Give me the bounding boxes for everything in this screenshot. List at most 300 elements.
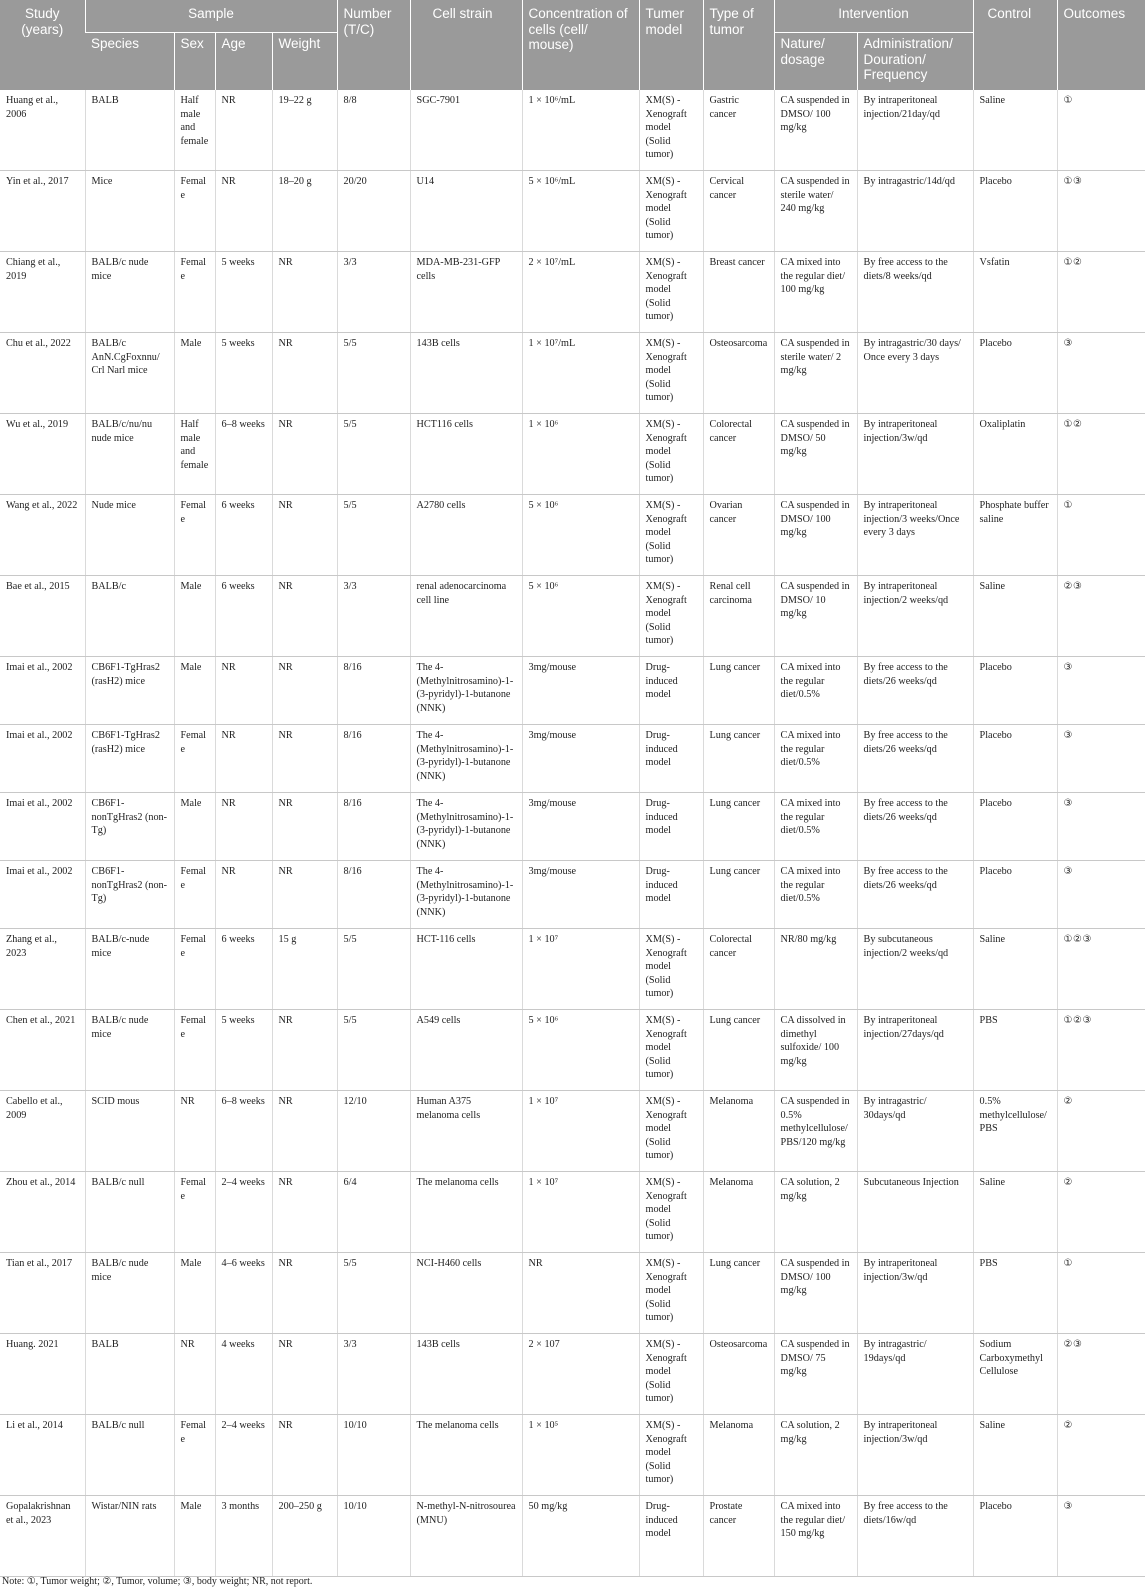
cell-tumer-model: Drug-induced model — [639, 725, 703, 793]
cell-control: Placebo — [973, 793, 1057, 861]
cell-administration: By free access to the diets/26 weeks/qd — [857, 793, 973, 861]
cell-study: Yin et al., 2017 — [0, 171, 85, 252]
cell-concentration: 1 × 10⁷ — [522, 1091, 639, 1172]
cell-sex: Female — [174, 1172, 215, 1253]
cell-concentration: 3mg/mouse — [522, 657, 639, 725]
cell-weight: NR — [272, 1010, 337, 1091]
cell-concentration: 2 × 10⁷/mL — [522, 252, 639, 333]
cell-age: NR — [215, 657, 272, 725]
cell-study: Cabello et al., 2009 — [0, 1091, 85, 1172]
cell-study: Zhang et al., 2023 — [0, 929, 85, 1010]
cell-sex: Half male and female — [174, 414, 215, 495]
cell-control: Saline — [973, 576, 1057, 657]
cell-tumer-model: XM(S) - Xenograft model (Solid tumor) — [639, 414, 703, 495]
cell-administration: By intraperitoneal injection/3w/qd — [857, 1253, 973, 1334]
cell-control: Saline — [973, 929, 1057, 1010]
table-row — [0, 576, 1145, 657]
cell-outcomes: ③ — [1057, 861, 1145, 929]
cell-concentration: 3mg/mouse — [522, 861, 639, 929]
cell-concentration: 3mg/mouse — [522, 793, 639, 861]
cell-sex: Female — [174, 1415, 215, 1496]
cell-outcomes: ③ — [1057, 725, 1145, 793]
cell-concentration: 1 × 10⁷ — [522, 929, 639, 1010]
cell-concentration: 2 × 107 — [522, 1334, 639, 1415]
cell-type-of-tumor: Cervical cancer — [703, 171, 774, 252]
cell-number: 12/10 — [337, 1091, 410, 1172]
cell-study: Chen et al., 2021 — [0, 1010, 85, 1091]
header-species: Species — [85, 33, 174, 91]
cell-tumer-model: XM(S) - Xenograft model (Solid tumor) — [639, 1091, 703, 1172]
cell-study: Huang et al., 2006 — [0, 90, 85, 171]
cell-age: 6 weeks — [215, 929, 272, 1010]
cell-control: Placebo — [973, 1496, 1057, 1577]
cell-administration: By intraperitoneal injection/3w/qd — [857, 414, 973, 495]
cell-study: Gopalakrishnan et al., 2023 — [0, 1496, 85, 1577]
cell-control: PBS — [973, 1010, 1057, 1091]
cell-sex: Female — [174, 1010, 215, 1091]
cell-administration: By intragastric/ 30days/qd — [857, 1091, 973, 1172]
cell-weight: NR — [272, 793, 337, 861]
cell-cell-strain: The 4-(Methylnitrosamino)-1-(3-pyridyl)-1-butanone (NNK) — [410, 861, 522, 929]
cell-type-of-tumor: Lung cancer — [703, 1253, 774, 1334]
cell-weight: 200–250 g — [272, 1496, 337, 1577]
cell-species: BALB/c nude mice — [85, 1253, 174, 1334]
cell-age: 6–8 weeks — [215, 414, 272, 495]
cell-control: Vsfatin — [973, 252, 1057, 333]
cell-number: 3/3 — [337, 576, 410, 657]
cell-outcomes: ②③ — [1057, 576, 1145, 657]
cell-species: BALB/c/nu/nu nude mice — [85, 414, 174, 495]
cell-concentration: 1 × 10⁷ — [522, 1172, 639, 1253]
cell-sex: Female — [174, 725, 215, 793]
cell-number: 8/8 — [337, 90, 410, 171]
cell-age: 2–4 weeks — [215, 1415, 272, 1496]
cell-nature-dosage: CA solution, 2 mg/kg — [774, 1172, 857, 1253]
cell-nature-dosage: CA mixed into the regular diet/ 150 mg/kg — [774, 1496, 857, 1577]
cell-type-of-tumor: Lung cancer — [703, 793, 774, 861]
cell-outcomes: ①③ — [1057, 171, 1145, 252]
cell-weight: NR — [272, 252, 337, 333]
cell-control: Placebo — [973, 861, 1057, 929]
cell-sex: Half male and female — [174, 90, 215, 171]
cell-nature-dosage: CA suspended in DMSO/ 100 mg/kg — [774, 90, 857, 171]
cell-outcomes: ① — [1057, 1253, 1145, 1334]
cell-weight: NR — [272, 1415, 337, 1496]
cell-control: PBS — [973, 1253, 1057, 1334]
cell-cell-strain: 143B cells — [410, 1334, 522, 1415]
cell-sex: Male — [174, 1496, 215, 1577]
cell-outcomes: ① — [1057, 90, 1145, 171]
cell-administration: By free access to the diets/26 weeks/qd — [857, 861, 973, 929]
cell-sex: Female — [174, 252, 215, 333]
cell-outcomes: ① — [1057, 495, 1145, 576]
cell-nature-dosage: CA suspended in sterile water/ 240 mg/kg — [774, 171, 857, 252]
cell-species: CB6F1-nonTgHras2 (non-Tg) — [85, 793, 174, 861]
cell-number: 5/5 — [337, 929, 410, 1010]
header-number: Number (T/C) — [337, 0, 410, 90]
header-outcomes: Outcomes — [1057, 0, 1145, 90]
cell-type-of-tumor: Melanoma — [703, 1091, 774, 1172]
header-weight: Weight — [272, 33, 337, 91]
cell-tumer-model: Drug-induced model — [639, 657, 703, 725]
cell-species: BALB/c null — [85, 1172, 174, 1253]
cell-weight: NR — [272, 1253, 337, 1334]
cell-species: BALB — [85, 90, 174, 171]
cell-control: Phosphate buffer saline — [973, 495, 1057, 576]
cell-number: 5/5 — [337, 495, 410, 576]
cell-sex: NR — [174, 1091, 215, 1172]
cell-tumer-model: XM(S) - Xenograft model (Solid tumor) — [639, 252, 703, 333]
cell-administration: By intraperitoneal injection/3w/qd — [857, 1415, 973, 1496]
table-row — [0, 252, 1145, 333]
cell-study: Chiang et al., 2019 — [0, 252, 85, 333]
table-row — [0, 1415, 1145, 1496]
cell-number: 3/3 — [337, 1334, 410, 1415]
cell-administration: By intragastric/ 19days/qd — [857, 1334, 973, 1415]
cell-weight: NR — [272, 1334, 337, 1415]
cell-species: CB6F1-TgHras2 (rasH2) mice — [85, 725, 174, 793]
cell-cell-strain: A549 cells — [410, 1010, 522, 1091]
cell-tumer-model: XM(S) - Xenograft model (Solid tumor) — [639, 1172, 703, 1253]
table-body — [0, 90, 1145, 1577]
cell-nature-dosage: CA suspended in 0.5% methylcellulose/ PBS/120 mg/kg — [774, 1091, 857, 1172]
cell-number: 5/5 — [337, 333, 410, 414]
cell-type-of-tumor: Lung cancer — [703, 725, 774, 793]
cell-age: 5 weeks — [215, 1010, 272, 1091]
table-row — [0, 1172, 1145, 1253]
cell-type-of-tumor: Ovarian cancer — [703, 495, 774, 576]
table-row — [0, 725, 1145, 793]
cell-species: CB6F1-nonTgHras2 (non-Tg) — [85, 861, 174, 929]
cell-age: NR — [215, 90, 272, 171]
cell-age: NR — [215, 861, 272, 929]
cell-cell-strain: Human A375 melanoma cells — [410, 1091, 522, 1172]
cell-sex: Female — [174, 929, 215, 1010]
cell-nature-dosage: CA solution, 2 mg/kg — [774, 1415, 857, 1496]
cell-cell-strain: U14 — [410, 171, 522, 252]
cell-type-of-tumor: Colorectal cancer — [703, 414, 774, 495]
cell-administration: By intragastric/14d/qd — [857, 171, 973, 252]
cell-outcomes: ②③ — [1057, 1334, 1145, 1415]
cell-cell-strain: The 4-(Methylnitrosamino)-1-(3-pyridyl)-1-butanone (NNK) — [410, 793, 522, 861]
cell-outcomes: ①② — [1057, 252, 1145, 333]
cell-weight: NR — [272, 333, 337, 414]
header-concentration: Concentration of cells (cell/ mouse) — [522, 0, 639, 90]
cell-sex: Female — [174, 171, 215, 252]
cell-weight: NR — [272, 1091, 337, 1172]
cell-cell-strain: The 4-(Methylnitrosamino)-1-(3-pyridyl)-1-butanone (NNK) — [410, 657, 522, 725]
cell-nature-dosage: CA mixed into the regular diet/0.5% — [774, 657, 857, 725]
cell-cell-strain: The melanoma cells — [410, 1415, 522, 1496]
cell-number: 5/5 — [337, 414, 410, 495]
header-age: Age — [215, 33, 272, 91]
cell-tumer-model: XM(S) - Xenograft model (Solid tumor) — [639, 171, 703, 252]
cell-outcomes: ①②③ — [1057, 929, 1145, 1010]
cell-type-of-tumor: Lung cancer — [703, 861, 774, 929]
cell-number: 6/4 — [337, 1172, 410, 1253]
header-sample: Sample — [85, 0, 337, 33]
cell-sex: Male — [174, 333, 215, 414]
cell-concentration: 5 × 10⁶ — [522, 495, 639, 576]
cell-type-of-tumor: Breast cancer — [703, 252, 774, 333]
cell-nature-dosage: CA suspended in DMSO/ 50 mg/kg — [774, 414, 857, 495]
cell-number: 8/16 — [337, 657, 410, 725]
cell-species: Nude mice — [85, 495, 174, 576]
cell-concentration: NR — [522, 1253, 639, 1334]
cell-age: 6 weeks — [215, 495, 272, 576]
cell-study: Wu et al., 2019 — [0, 414, 85, 495]
cell-type-of-tumor: Osteosarcoma — [703, 333, 774, 414]
cell-study: Imai et al., 2002 — [0, 793, 85, 861]
cell-age: 5 weeks — [215, 252, 272, 333]
cell-outcomes: ①② — [1057, 414, 1145, 495]
cell-outcomes: ② — [1057, 1091, 1145, 1172]
cell-type-of-tumor: Lung cancer — [703, 1010, 774, 1091]
cell-cell-strain: A2780 cells — [410, 495, 522, 576]
cell-nature-dosage: CA mixed into the regular diet/0.5% — [774, 725, 857, 793]
cell-concentration: 3mg/mouse — [522, 725, 639, 793]
cell-weight: NR — [272, 657, 337, 725]
cell-cell-strain: MDA-MB-231-GFP cells — [410, 252, 522, 333]
cell-sex: Male — [174, 657, 215, 725]
cell-type-of-tumor: Melanoma — [703, 1172, 774, 1253]
cell-weight: NR — [272, 861, 337, 929]
table-row — [0, 1334, 1145, 1415]
cell-weight: NR — [272, 1172, 337, 1253]
cell-control: Sodium Carboxymethyl Cellulose — [973, 1334, 1057, 1415]
cell-sex: Male — [174, 793, 215, 861]
cell-type-of-tumor: Colorectal cancer — [703, 929, 774, 1010]
cell-age: NR — [215, 793, 272, 861]
cell-species: BALB/c — [85, 576, 174, 657]
cell-cell-strain: The 4-(Methylnitrosamino)-1-(3-pyridyl)-1-butanone (NNK) — [410, 725, 522, 793]
cell-administration: By free access to the diets/26 weeks/qd — [857, 657, 973, 725]
table-row — [0, 1496, 1145, 1577]
cell-outcomes: ③ — [1057, 657, 1145, 725]
cell-number: 3/3 — [337, 252, 410, 333]
cell-cell-strain: The melanoma cells — [410, 1172, 522, 1253]
cell-sex: NR — [174, 1334, 215, 1415]
table-row — [0, 90, 1145, 171]
table-row — [0, 657, 1145, 725]
cell-species: BALB — [85, 1334, 174, 1415]
cell-sex: Female — [174, 861, 215, 929]
header-cell-strain: Cell strain — [410, 0, 522, 90]
cell-sex: Male — [174, 1253, 215, 1334]
cell-administration: By intraperitoneal injection/3 weeks/Once every 3 days — [857, 495, 973, 576]
cell-nature-dosage: CA suspended in DMSO/ 10 mg/kg — [774, 576, 857, 657]
cell-concentration: 5 × 10⁶/mL — [522, 171, 639, 252]
cell-tumer-model: XM(S) - Xenograft model (Solid tumor) — [639, 333, 703, 414]
cell-study: Imai et al., 2002 — [0, 725, 85, 793]
cell-concentration: 1 × 10⁷/mL — [522, 333, 639, 414]
cell-type-of-tumor: Prostate cancer — [703, 1496, 774, 1577]
table-row — [0, 861, 1145, 929]
cell-control: Saline — [973, 1172, 1057, 1253]
cell-study: Zhou et al., 2014 — [0, 1172, 85, 1253]
cell-cell-strain: SGC-7901 — [410, 90, 522, 171]
cell-age: 4–6 weeks — [215, 1253, 272, 1334]
cell-tumer-model: XM(S) - Xenograft model (Solid tumor) — [639, 90, 703, 171]
cell-age: NR — [215, 725, 272, 793]
table-row — [0, 333, 1145, 414]
cell-weight: NR — [272, 414, 337, 495]
cell-concentration: 5 × 10⁶ — [522, 1010, 639, 1091]
cell-cell-strain: 143B cells — [410, 333, 522, 414]
cell-tumer-model: XM(S) - Xenograft model (Solid tumor) — [639, 576, 703, 657]
table-row — [0, 1091, 1145, 1172]
cell-administration: By subcutaneous injection/2 weeks/qd — [857, 929, 973, 1010]
cell-administration: By free access to the diets/16w/qd — [857, 1496, 973, 1577]
cell-tumer-model: Drug-induced model — [639, 861, 703, 929]
cell-number: 10/10 — [337, 1415, 410, 1496]
cell-study: Imai et al., 2002 — [0, 657, 85, 725]
cell-concentration: 1 × 10⁶/mL — [522, 90, 639, 171]
cell-age: 4 weeks — [215, 1334, 272, 1415]
cell-weight: NR — [272, 495, 337, 576]
cell-control: Placebo — [973, 657, 1057, 725]
cell-age: 2–4 weeks — [215, 1172, 272, 1253]
cell-nature-dosage: CA mixed into the regular diet/ 100 mg/kg — [774, 252, 857, 333]
cell-outcomes: ①②③ — [1057, 1010, 1145, 1091]
cell-number: 10/10 — [337, 1496, 410, 1577]
cell-age: 5 weeks — [215, 333, 272, 414]
cell-weight: NR — [272, 576, 337, 657]
table-row — [0, 793, 1145, 861]
cell-administration: By intraperitoneal injection/2 weeks/qd — [857, 576, 973, 657]
cell-administration: By intraperitoneal injection/21day/qd — [857, 90, 973, 171]
cell-nature-dosage: CA suspended in DMSO/ 100 mg/kg — [774, 495, 857, 576]
cell-cell-strain: NCI-H460 cells — [410, 1253, 522, 1334]
cell-concentration: 1 × 10⁶ — [522, 414, 639, 495]
cell-study: Li et al., 2014 — [0, 1415, 85, 1496]
cell-nature-dosage: NR/80 mg/kg — [774, 929, 857, 1010]
cell-control: Placebo — [973, 333, 1057, 414]
header-sex: Sex — [174, 33, 215, 91]
header-control: Control — [973, 0, 1057, 90]
table-row — [0, 1253, 1145, 1334]
table-row — [0, 495, 1145, 576]
cell-age: NR — [215, 171, 272, 252]
cell-cell-strain: HCT-116 cells — [410, 929, 522, 1010]
cell-age: 6 weeks — [215, 576, 272, 657]
cell-sex: Female — [174, 495, 215, 576]
cell-species: SCID mous — [85, 1091, 174, 1172]
cell-age: 6–8 weeks — [215, 1091, 272, 1172]
cell-administration: By intragastric/30 days/ Once every 3 days — [857, 333, 973, 414]
cell-number: 8/16 — [337, 725, 410, 793]
cell-tumer-model: XM(S) - Xenograft model (Solid tumor) — [639, 1334, 703, 1415]
cell-control: Saline — [973, 90, 1057, 171]
cell-tumer-model: Drug-induced model — [639, 1496, 703, 1577]
cell-outcomes: ② — [1057, 1172, 1145, 1253]
table-note: Note: ①, Tumor weight; ②, Tumor, volume; ③, body weight; NR, not report. — [2, 1576, 313, 1587]
cell-control: Oxaliplatin — [973, 414, 1057, 495]
cell-concentration: 5 × 10⁶ — [522, 576, 639, 657]
cell-weight: NR — [272, 725, 337, 793]
cell-administration: By free access to the diets/26 weeks/qd — [857, 725, 973, 793]
cell-study: Wang et al., 2022 — [0, 495, 85, 576]
cell-tumer-model: XM(S) - Xenograft model (Solid tumor) — [639, 1010, 703, 1091]
cell-tumer-model: XM(S) - Xenograft model (Solid tumor) — [639, 929, 703, 1010]
cell-outcomes: ③ — [1057, 793, 1145, 861]
cell-cell-strain: HCT116 cells — [410, 414, 522, 495]
cell-number: 5/5 — [337, 1253, 410, 1334]
header-intervention: Intervention — [774, 0, 973, 33]
cell-concentration: 1 × 10⁵ — [522, 1415, 639, 1496]
cell-cell-strain: renal adenocarcinoma cell line — [410, 576, 522, 657]
header-study: Study (years) — [0, 0, 85, 90]
table-row — [0, 929, 1145, 1010]
cell-type-of-tumor: Renal cell carcinoma — [703, 576, 774, 657]
cell-type-of-tumor: Melanoma — [703, 1415, 774, 1496]
cell-control: Placebo — [973, 725, 1057, 793]
cell-outcomes: ② — [1057, 1415, 1145, 1496]
cell-tumer-model: XM(S) - Xenograft model (Solid tumor) — [639, 1253, 703, 1334]
header-tumer-model: Tumer model — [639, 0, 703, 90]
cell-concentration: 50 mg/kg — [522, 1496, 639, 1577]
cell-sex: Male — [174, 576, 215, 657]
cell-type-of-tumor: Gastric cancer — [703, 90, 774, 171]
header-nature-dosage: Nature/ dosage — [774, 33, 857, 91]
cell-number: 8/16 — [337, 793, 410, 861]
cell-nature-dosage: CA suspended in DMSO/ 75 mg/kg — [774, 1334, 857, 1415]
cell-species: BALB/c nude mice — [85, 252, 174, 333]
cell-control: 0.5% methylcellulose/ PBS — [973, 1091, 1057, 1172]
cell-species: BALB/c null — [85, 1415, 174, 1496]
cell-outcomes: ③ — [1057, 1496, 1145, 1577]
table-header — [0, 0, 1145, 90]
cell-cell-strain: N-methyl-N-nitrosourea (MNU) — [410, 1496, 522, 1577]
header-administration: Administration/ Douration/ Frequency — [857, 33, 973, 91]
cell-number: 8/16 — [337, 861, 410, 929]
cell-species: Wistar/NIN rats — [85, 1496, 174, 1577]
cell-tumer-model: XM(S) - Xenograft model (Solid tumor) — [639, 495, 703, 576]
cell-tumer-model: XM(S) - Xenograft model (Solid tumor) — [639, 1415, 703, 1496]
cell-nature-dosage: CA suspended in DMSO/ 100 mg/kg — [774, 1253, 857, 1334]
cell-study: Imai et al., 2002 — [0, 861, 85, 929]
cell-administration: Subcutaneous Injection — [857, 1172, 973, 1253]
cell-species: CB6F1-TgHras2 (rasH2) mice — [85, 657, 174, 725]
cell-study: Chu et al., 2022 — [0, 333, 85, 414]
cell-tumer-model: Drug-induced model — [639, 793, 703, 861]
cell-study: Bae et al., 2015 — [0, 576, 85, 657]
cell-control: Placebo — [973, 171, 1057, 252]
cell-species: Mice — [85, 171, 174, 252]
cell-nature-dosage: CA suspended in sterile water/ 2 mg/kg — [774, 333, 857, 414]
cell-species: BALB/c nude mice — [85, 1010, 174, 1091]
cell-nature-dosage: CA mixed into the regular diet/0.5% — [774, 861, 857, 929]
cell-nature-dosage: CA mixed into the regular diet/0.5% — [774, 793, 857, 861]
table-row — [0, 1010, 1145, 1091]
table-row — [0, 171, 1145, 252]
cell-study: Tian et al., 2017 — [0, 1253, 85, 1334]
table-row — [0, 414, 1145, 495]
cell-weight: 19–22 g — [272, 90, 337, 171]
cell-species: BALB/c-nude mice — [85, 929, 174, 1010]
cell-type-of-tumor: Osteosarcoma — [703, 1334, 774, 1415]
cell-nature-dosage: CA dissolved in dimethyl sulfoxide/ 100 mg/kg — [774, 1010, 857, 1091]
cell-species: BALB/c AnN.CgFoxnnu/ Crl Narl mice — [85, 333, 174, 414]
cell-weight: 18–20 g — [272, 171, 337, 252]
cell-weight: 15 g — [272, 929, 337, 1010]
cell-number: 5/5 — [337, 1010, 410, 1091]
cell-administration: By intraperitoneal injection/27days/qd — [857, 1010, 973, 1091]
cell-number: 20/20 — [337, 171, 410, 252]
cell-control: Saline — [973, 1415, 1057, 1496]
cell-study: Huang. 2021 — [0, 1334, 85, 1415]
header-type-of-tumor: Type of tumor — [703, 0, 774, 90]
